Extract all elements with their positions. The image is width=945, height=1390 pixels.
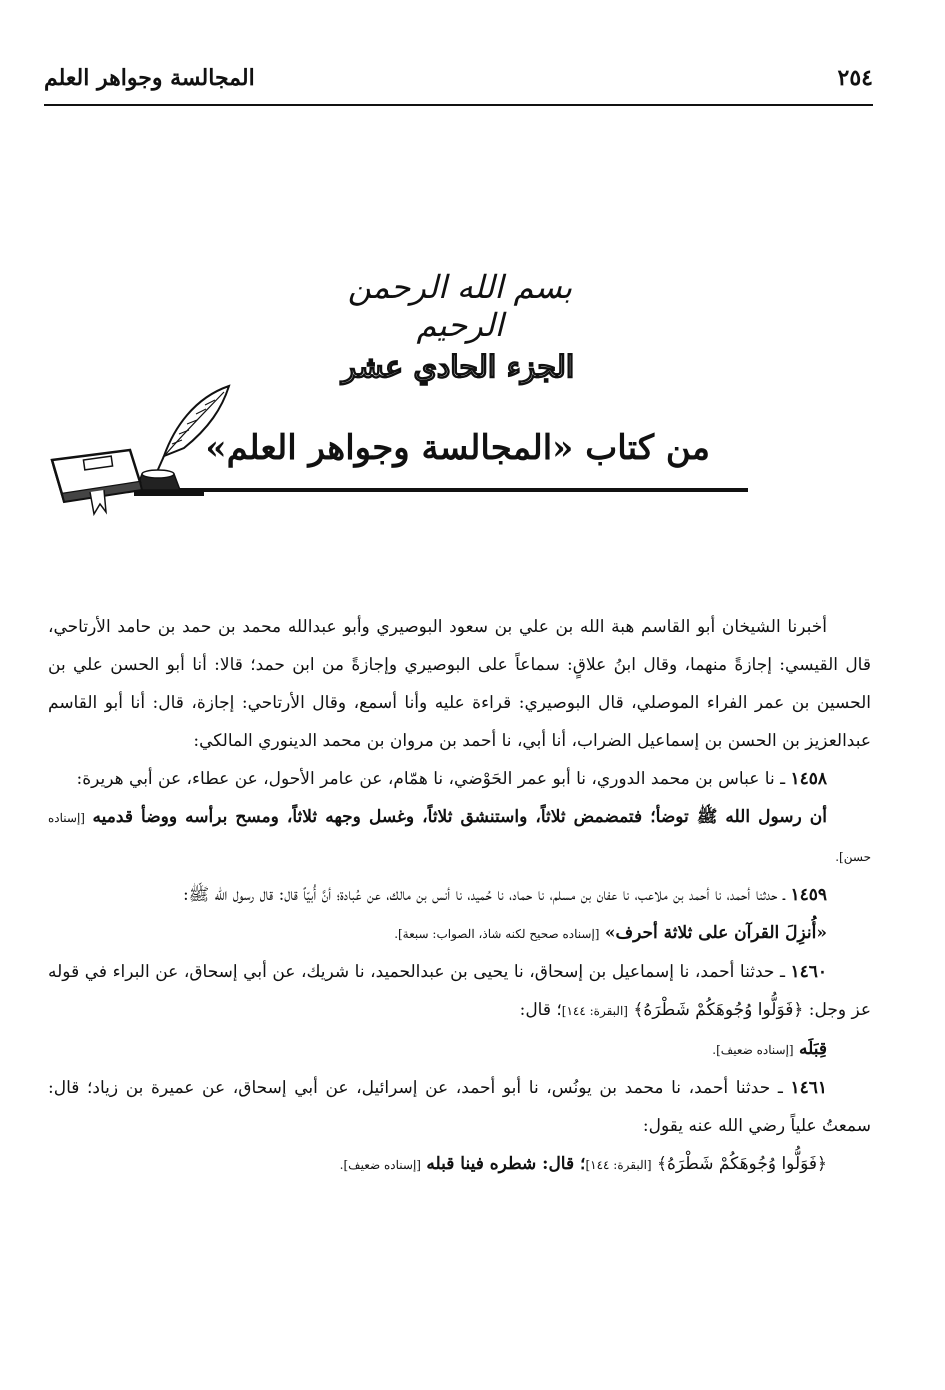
book-and-quill-icon (44, 378, 264, 518)
quran-verse: ﴿فَوَلُّوا وُجُوهَكُمْ شَطْرَهُ﴾ (651, 1154, 827, 1174)
hadith-number: ١٤٥٨ (790, 769, 827, 789)
quran-verse: ﴿فَوَلُّوا وُجُوهَكُمْ شَطْرَهُ﴾ (627, 1000, 809, 1020)
main-text (48, 608, 871, 1184)
header-rule (44, 104, 873, 106)
hadith-1459 (48, 876, 871, 914)
hadith-isnad: ـ حدثنا أحمد، نا إسماعيل بن إسحاق، نا يحيى بن عبدالحميد، نا شريك، عن أبي إسحاق، عن البراء في قوله عز وجل: (48, 962, 871, 1020)
hadith-matn: أن رسول الله ﷺ توضأ؛ فتمضمض ثلاثاً، واستنشق ثلاثاً، وغسل وجهه ثلاثاً، ومسح برأسه ووضأ قدميه (92, 807, 827, 827)
running-head (44, 58, 873, 98)
grading-note: [إسناده ضعيف]. (712, 1043, 794, 1057)
hadith-1459-matn (48, 914, 871, 953)
basmala: بسم الله الرحمن الرحيم (347, 268, 573, 344)
hadith-number: ١٤٥٩ (790, 885, 827, 905)
hadith-1458-matn (48, 798, 871, 876)
grading-note: [إسناده صحيح لكنه شاذ، الصواب: سبعة]. (394, 927, 600, 941)
isnad-intro: أخبرنا الشيخان أبو القاسم هبة الله بن علي بن سعود البوصيري وأبو عبدالله محمد بن حمد بن حامد الأرتاحي، قال القيسي: إجازةً منهما، وقال ابنُ علاقٍ: سماعاً على البوصيري وإجازةً من ابن حمد؛ قالا: أنا أبو الحسن علي بن الحسين بن عمر الفراء الموصلي، قال البوصيري: قراءة عليه وأنا أسمع، وقال الأرتاحي: إجازة، قال: أنا أبو القاسم عبدالعزيز بن الحسن بن إسماعيل الضراب، أنا أبي، نا أحمد بن مروان بن محمد الدينوري المالكي: (48, 617, 871, 751)
hadith-number: ١٤٦٠ (790, 962, 827, 982)
page-number: ٢٥٤ (837, 65, 873, 91)
hadith-isnad: ـ نا عباس بن محمد الدوري، نا أبو عمر الحَوْضي، نا همّام، عن عامر الأحول، عن عطاء، عن أبي هريرة: (76, 769, 791, 789)
hadith-1460-matn (48, 1030, 871, 1069)
hadith-1458 (48, 760, 871, 798)
grading-note: [إسناده حسن]. (48, 811, 871, 864)
hadith-matn: «أُنزِلَ القرآن على ثلاثة أحرف» (604, 923, 827, 943)
hadith-connector: ؛ قال: (536, 1154, 586, 1174)
hadith-1460 (48, 953, 871, 1030)
hadith-1461-matn (48, 1145, 871, 1184)
verse-reference: [البقرة: ١٤٤] (585, 1158, 652, 1172)
hadith-isnad: ـ حدثنا أحمد، نا محمد بن يونُس، نا أبو أحمد، عن إسرائيل، عن أبي إسحاق، عن عميرة بن زياد؛ قال: سمعتُ علياً رضي الله عنه يقول: (48, 1078, 871, 1136)
juz-heading: الجزء الحادي عشر (341, 350, 575, 385)
book-title: من كتاب «المجالسة وجواهر العلم» (205, 428, 710, 468)
verse-reference: [البقرة: ١٤٤] (561, 1004, 628, 1018)
grading-note: [إسناده ضعيف]. (339, 1158, 421, 1172)
running-title: المجالسة وجواهر العلم (44, 65, 255, 91)
hadith-matn: قِبَلَه (799, 1039, 827, 1059)
hadith-number: ١٤٦١ (790, 1078, 827, 1098)
hadith-isnad: ـ حدثنا أحمد، نا أحمد بن ملاعب، نا عفان بن مسلم، نا حماد، نا حُميد، نا أنس بن مالك، عن عُبادة؛ أنَّ أُبيّاً قال: قال رسول الله ﷺ: (182, 885, 791, 905)
hadith-matn: شطره فينا قبله (426, 1154, 537, 1174)
hadith-isnad-end: ؛ قال: (519, 1000, 562, 1020)
hadith-1461 (48, 1069, 871, 1145)
